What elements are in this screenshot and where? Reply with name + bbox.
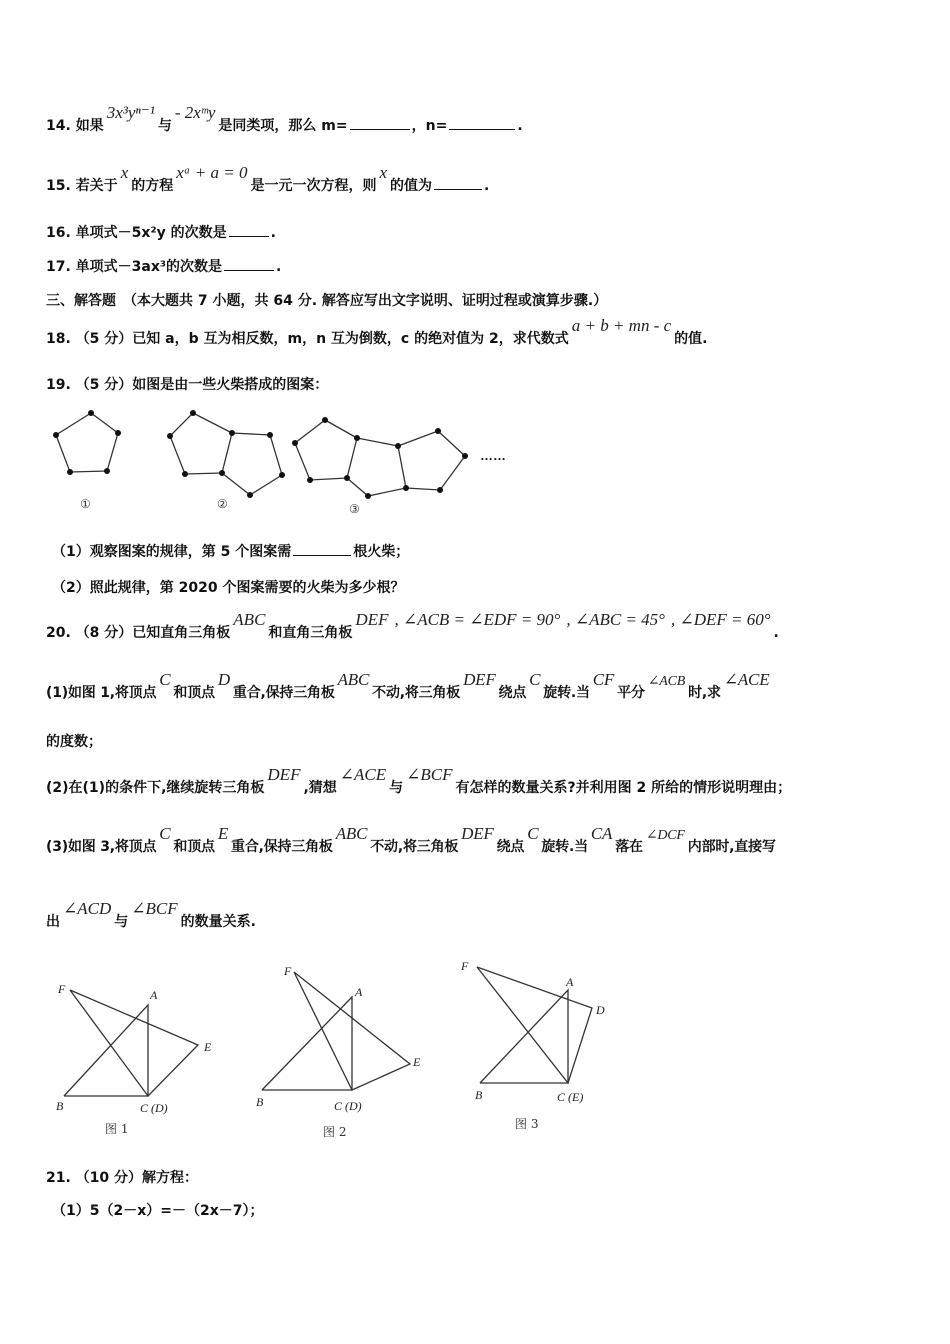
- figure-caption: 图 1: [105, 1122, 129, 1136]
- question-14: 14. 如果3x³yⁿ⁻¹与- 2xᵐy是同类项，那么 m= ，n= .: [46, 103, 523, 134]
- figure-label-2: ②: [217, 497, 228, 511]
- math-expr: DEF: [463, 670, 496, 689]
- math-expr: , ∠ABC = 45°: [566, 610, 665, 629]
- question-19-part-1: （1）观察图案的规律，第 5 个图案需 根火柴；: [52, 544, 410, 560]
- math-expr: ABC: [335, 824, 368, 843]
- math-expr: ABC: [337, 670, 370, 689]
- question-19: 19. （5 分）如图是由一些火柴搭成的图案：: [46, 377, 329, 393]
- figure-caption: 图 2: [323, 1125, 347, 1139]
- question-20-part-3: (3)如图 3,将顶点C和顶点E重合,保持三角板ABC不动,将三角板DEF绕点C旋转.当CA落在∠DCF内部时,直接写: [46, 824, 776, 855]
- math-expr: - 2xᵐy: [174, 103, 216, 122]
- figure-2-triangles: [248, 960, 438, 1145]
- math-expr: ∠ACB: [647, 674, 686, 689]
- math-expr: DEF: [461, 824, 494, 843]
- answer-blank[interactable]: [229, 224, 269, 237]
- question-20-part-1-cont: 的度数；: [46, 734, 102, 750]
- math-expr: ABC: [233, 610, 266, 629]
- matchstick-figures: [40, 398, 540, 523]
- figure-3-triangles: [455, 952, 630, 1137]
- math-expr: ∠ACE: [723, 670, 770, 689]
- math-expr: C: [529, 670, 541, 689]
- pentagon-pattern-2: [170, 413, 282, 495]
- math-expr: ∠ACD: [63, 899, 112, 918]
- math-expr: ∠BCF: [406, 765, 453, 784]
- ellipsis-dots: ……: [480, 448, 506, 463]
- pentagon-pattern-1: [56, 413, 118, 472]
- question-16: 16. 单项式－5x²y 的次数是 .: [46, 225, 276, 241]
- figure-1-triangles: [50, 975, 230, 1145]
- math-expr: DEF: [355, 610, 389, 629]
- section-heading: 三、解答题 （本大题共 7 小题，共 64 分. 解答应写出文字说明、证明过程或演算步骤.）: [46, 293, 608, 309]
- answer-blank[interactable]: [293, 543, 351, 556]
- math-expr: C: [159, 824, 171, 843]
- label-B: B: [475, 1088, 483, 1102]
- math-expr: , ∠DEF = 60°: [670, 610, 771, 629]
- math-expr: x: [379, 163, 388, 182]
- question-21: 21. （10 分）解方程：: [46, 1170, 199, 1186]
- math-expr: ∠ACE: [339, 765, 387, 784]
- math-expr: C: [527, 824, 539, 843]
- answer-blank[interactable]: [449, 117, 515, 130]
- label-B: B: [256, 1095, 264, 1109]
- question-18: 18. （5 分）已知 a，b 互为相反数，m，n 互为倒数，c 的绝对值为 2，求代数式a + b + mn - c的值.: [46, 316, 708, 347]
- math-expr: DEF: [267, 765, 301, 784]
- label-F: F: [284, 964, 292, 978]
- label-C: C (D): [140, 1101, 168, 1115]
- figure-label-1: ①: [80, 497, 91, 511]
- question-20-intro: 20. （8 分）已知直角三角板ABC和直角三角板DEF , ∠ACB = ∠EDF = 90° , ∠ABC = 45° , ∠DEF = 60°.: [46, 610, 779, 641]
- figure-label-3: ③: [349, 502, 360, 516]
- figure-caption: 图 3: [515, 1117, 539, 1131]
- math-expr: a + b + mn - c: [571, 316, 672, 335]
- question-17: 17. 单项式－3ax³的次数是 .: [46, 259, 282, 275]
- pattern-1-dots: [53, 410, 121, 475]
- label-A: A: [355, 985, 363, 999]
- math-expr: E: [217, 824, 229, 843]
- label-E: E: [204, 1040, 212, 1054]
- label-A: A: [566, 975, 574, 989]
- math-expr: D: [217, 670, 230, 689]
- math-expr: CF: [592, 670, 615, 689]
- math-expr: x: [120, 163, 129, 182]
- question-21-part-1: （1）5（2－x）=－（2x－7）；: [52, 1203, 264, 1219]
- math-expr: C: [159, 670, 171, 689]
- math-expr: , ∠ACB = ∠EDF = 90°: [394, 610, 561, 629]
- answer-blank[interactable]: [350, 117, 410, 130]
- math-expr: CA: [590, 824, 613, 843]
- answer-blank[interactable]: [224, 258, 274, 271]
- label-F: F: [58, 982, 66, 996]
- question-20-part-3-cont: 出∠ACD与∠BCF的数量关系.: [46, 899, 256, 930]
- math-expr: ∠DCF: [645, 828, 685, 843]
- label-F: F: [461, 959, 469, 973]
- question-19-part-2: （2）照此规律，第 2020 个图案需要的火柴为多少根？: [52, 580, 405, 596]
- question-20-part-1: (1)如图 1,将顶点C和顶点D重合,保持三角板ABC不动,将三角板DEF绕点C旋转.当CF平分∠ACB时,求∠ACE: [46, 670, 770, 701]
- math-expr: ∠BCF: [131, 899, 178, 918]
- math-expr: xᵃ + a = 0: [176, 163, 248, 182]
- label-C: C (D): [334, 1099, 362, 1113]
- label-A: A: [150, 988, 158, 1002]
- label-C: C (E): [557, 1090, 584, 1104]
- answer-blank[interactable]: [434, 177, 482, 190]
- question-15: 15. 若关于x的方程xᵃ + a = 0是一元一次方程，则x的值为 .: [46, 163, 490, 194]
- label-B: B: [56, 1099, 64, 1113]
- pattern-3-dots: [292, 417, 468, 499]
- math-expr: 3x³yⁿ⁻¹: [106, 103, 155, 122]
- label-D: D: [596, 1003, 605, 1017]
- question-20-part-2: (2)在(1)的条件下,继续旋转三角板DEF,猜想∠ACE与∠BCF有怎样的数量关系?并利用图 2 所给的情形说明理由；: [46, 765, 792, 796]
- label-E: E: [413, 1055, 421, 1069]
